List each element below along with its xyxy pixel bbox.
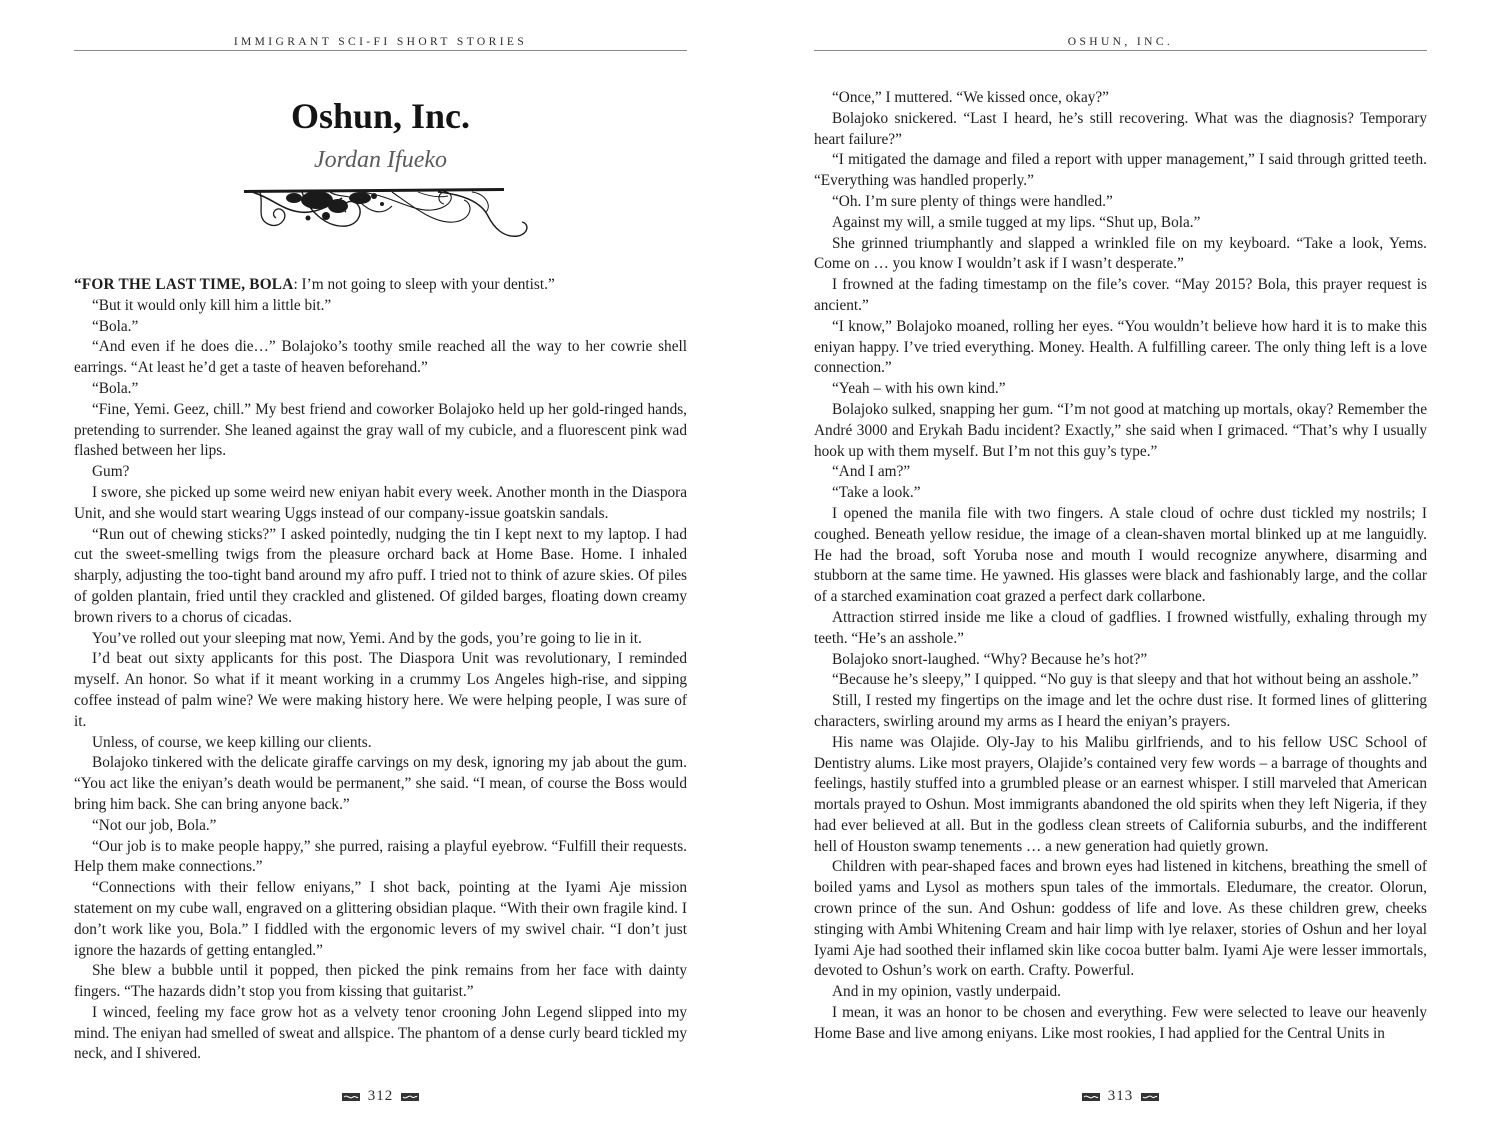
paragraph: I mean, it was an honor to be chosen and everything. Few were selected to leave our heavenly Home Base and live among eniyans. Like most rookies, I had applied for the Central Units in <box>814 1004 1427 1042</box>
paragraph: “Oh. I’m sure plenty of things were handled.” <box>832 192 1113 210</box>
paragraph: Still, I rested my fingertips on the image and let the ochre dust rise. It formed lines of glittering characters, swirling around my arms as I heard the eniyan’s prayers. <box>814 692 1427 730</box>
paragraph: I’d beat out sixty applicants for this post. The Diaspora Unit was revolutionary, I reminded myself. An honor. So what if it meant working in a crummy Los Angeles high-rise, and sipping coffee instead of palm wine? We were making history here. We were helping people, I was sure of it. <box>74 650 687 730</box>
paragraph: “Run out of chewing sticks?” I asked pointedly, nudging the tin I kept next to my laptop. I had cut the sweet-smelling twigs from the pleasure orchard back at Home Base. Home. I inhaled sharply, adjusting the too-tight band around my afro puff. I tried not to think of azure skies. Of piles of golden plantain, fried until they crackled and glistened. Of gilded barges, floating down creamy brown rivers to a chorus of cicadas. <box>74 525 687 626</box>
paragraph: “Bola.” <box>92 379 139 397</box>
folio-ornament-icon <box>1082 1092 1100 1102</box>
paragraph: “Because he’s sleepy,” I quipped. “No guy is that sleepy and that hot without being an asshole.” <box>832 671 1419 689</box>
paragraph: Gum? <box>92 463 130 481</box>
paragraph: I frowned at the fading timestamp on the file’s cover. “May 2015? Bola, this prayer request is ancient.” <box>814 276 1427 314</box>
paragraph: “I mitigated the damage and filed a report with upper management,” I said through gritted teeth. “Everything was handled properly.” <box>814 151 1427 190</box>
opening-paragraph <box>74 275 687 296</box>
story-title: Oshun, Inc. <box>290 96 471 136</box>
folio-ornament-icon <box>1141 1092 1159 1102</box>
ink-flourish-ornament <box>242 176 532 250</box>
running-head-right: OSHUN, INC. <box>1067 36 1174 48</box>
paragraph: I swore, she picked up some weird new eniyan habit every week. Another month in the Diaspora Unit, and she would start wearing Uggs instead of our company-issue goatskin sandals. <box>74 483 687 522</box>
lead-in-text: “FOR THE LAST TIME, BOLA <box>74 276 294 293</box>
paragraph: “But it would only kill him a little bit.” <box>92 296 332 314</box>
paragraph: His name was Olajide. Oly-Jay to his Malibu girlfriends, and to his fellow USC School of Dentistry alums. Like most prayers, Olajide’s contained very few words – a barrage of thoughts and feelings, hastily stuffed into a grumbled please or an earnest whisper. I still marveled that American mortals prayed to Oshun. Most immigrants abandoned the old spirits when they left Nigeria, if they had ever believed at all. But in the godless clean streets of California suburbs, and the indifferent hell of Houston swamp tenements … a new generation had quietly grown. <box>814 733 1427 855</box>
paragraph: “Take a look.” <box>832 484 921 502</box>
right-body-text <box>814 88 1427 1045</box>
left-body-text <box>74 275 687 1065</box>
paragraph: Unless, of course, we keep killing our clients. <box>92 733 372 751</box>
paragraph: “Our job is to make people happy,” she purred, raising a playful eyebrow. “Fulfill their requests. Help them make connections.” <box>74 837 687 876</box>
paragraph: And in my opinion, vastly underpaid. <box>832 983 1062 1001</box>
left-page <box>74 0 687 1147</box>
story-author: Jordan Ifueko <box>313 147 448 173</box>
paragraph: Children with pear-shaped faces and brown eyes had listened in kitchens, breathing the smell of boiled yams and Lysol as mothers spun tales of the immortals. Eledumare, the creator. Olorun, crown prince of the sun. And Oshun: goddess of life and love. As these children grew, cheeks stinging with Ambi Whitening Cream and hair limp with lye relaxer, stories of Oshun and her loyal Iyami Aje had soothed their inflamed skin like cocoa butter balm. Iyami Aje were lesser immortals, devoted to Oshun’s work on earth. Crafty. Powerful. <box>814 858 1427 980</box>
paragraph: “Yeah – with his own kind.” <box>832 380 1006 398</box>
paragraph: “I know,” Bolajoko moaned, rolling her eyes. “You wouldn’t believe how hard it is to make this eniyan happy. I’ve tried everything. Money. Health. A fulfilling career. The only thing left is a love connection.” <box>814 317 1427 377</box>
paragraph: Bolajoko tinkered with the delicate giraffe carvings on my desk, ignoring my jab about the gum. “You act like the eniyan’s death would be permanent,” she said. “I mean, of course the Boss would bring him back. She can bring anyone back.” <box>74 754 687 813</box>
paragraph: Bolajoko snickered. “Last I heard, he’s still recovering. What was the diagnosis? Temporary heart failure?” <box>814 109 1427 148</box>
header-rule-right <box>814 50 1427 51</box>
page-number: 312 <box>367 1088 394 1104</box>
paragraph: I opened the manila file with two fingers. A stale cloud of ochre dust tickled my nostrils; I coughed. Beneath yellow residue, the image of a clean-shaven mortal blinked up at me languidly. He had the broad, soft Yoruba nose and mouth I would recognize anywhere, disarming and stubborn at the same time. He yawned. His glasses were black and fashionably large, and the collar of a starched examination coat grazed a perfect dark collarbone. <box>814 504 1427 606</box>
paragraph: Against my will, a smile tugged at my lips. “Shut up, Bola.” <box>832 213 1201 231</box>
folio-ornament-icon <box>342 1092 360 1102</box>
running-head-left: IMMIGRANT SCI-FI SHORT STORIES <box>233 36 528 48</box>
folio-right <box>814 1087 1427 1105</box>
title-block <box>74 92 687 176</box>
folio-ornament-icon <box>401 1092 419 1102</box>
page-number: 313 <box>1107 1088 1134 1104</box>
paragraph: “Not our job, Bola.” <box>92 816 217 834</box>
paragraph: “Fine, Yemi. Geez, chill.” My best friend and coworker Bolajoko held up her gold-ringed hands, pretending to surrender. She leaned against the gray wall of my cubicle, and a fluorescent pink wad flashed between her lips. <box>74 400 687 460</box>
paragraph: “Connections with their fellow eniyans,” I shot back, pointing at the Iyami Aje mission statement on my cube wall, engraved on a glittering obsidian plaque. “With their own fragile kind. I don’t work like you, Bola.” I fiddled with the ergonomic levers of my swivel chair. “I don’t just ignore the hazards of getting entangled.” <box>74 879 687 959</box>
right-page <box>814 0 1427 1147</box>
paragraph: I winced, feeling my face grow hot as a velvety tenor crooning John Legend slipped into my mind. The eniyan had smelled of sweat and allspice. The phantom of a dense curly beard tickled my neck, and I shivered. <box>74 1003 687 1063</box>
paragraph: : I’m not going to sleep with your dentist.” <box>293 276 555 293</box>
folio-left <box>74 1087 687 1105</box>
paragraph: “And I am?” <box>832 463 911 481</box>
paragraph: You’ve rolled out your sleeping mat now, Yemi. And by the gods, you’re going to lie in it. <box>92 629 642 647</box>
header-rule-left <box>74 50 687 51</box>
paragraph: Attraction stirred inside me like a cloud of gadflies. I frowned wistfully, exhaling through my teeth. “He’s an asshole.” <box>814 608 1427 647</box>
paragraph: “Bola.” <box>92 317 139 335</box>
paragraph: “And even if he does die…” Bolajoko’s toothy smile reached all the way to her cowrie shell earrings. “At least he’d get a taste of heaven beforehand.” <box>74 338 687 377</box>
paragraph: “Once,” I muttered. “We kissed once, okay?” <box>832 89 1109 106</box>
paragraph: Bolajoko sulked, snapping her gum. “I’m not good at matching up mortals, okay? Remember the André 3000 and Erykah Badu incident? Exactly,” she said when I grimaced. “That’s why I usually hook up with them myself. But I’m not this guy’s type.” <box>814 400 1427 460</box>
paragraph: She grinned triumphantly and slapped a wrinkled file on my keyboard. “Take a look, Yems. Come on … you know I wouldn’t ask if I wasn’t desperate.” <box>814 234 1427 273</box>
paragraph: She blew a bubble until it popped, then picked the pink remains from her face with dainty fingers. “The hazards didn’t stop you from kissing that guitarist.” <box>74 962 687 1001</box>
paragraph: Bolajoko snort-laughed. “Why? Because he’s hot?” <box>832 650 1148 668</box>
